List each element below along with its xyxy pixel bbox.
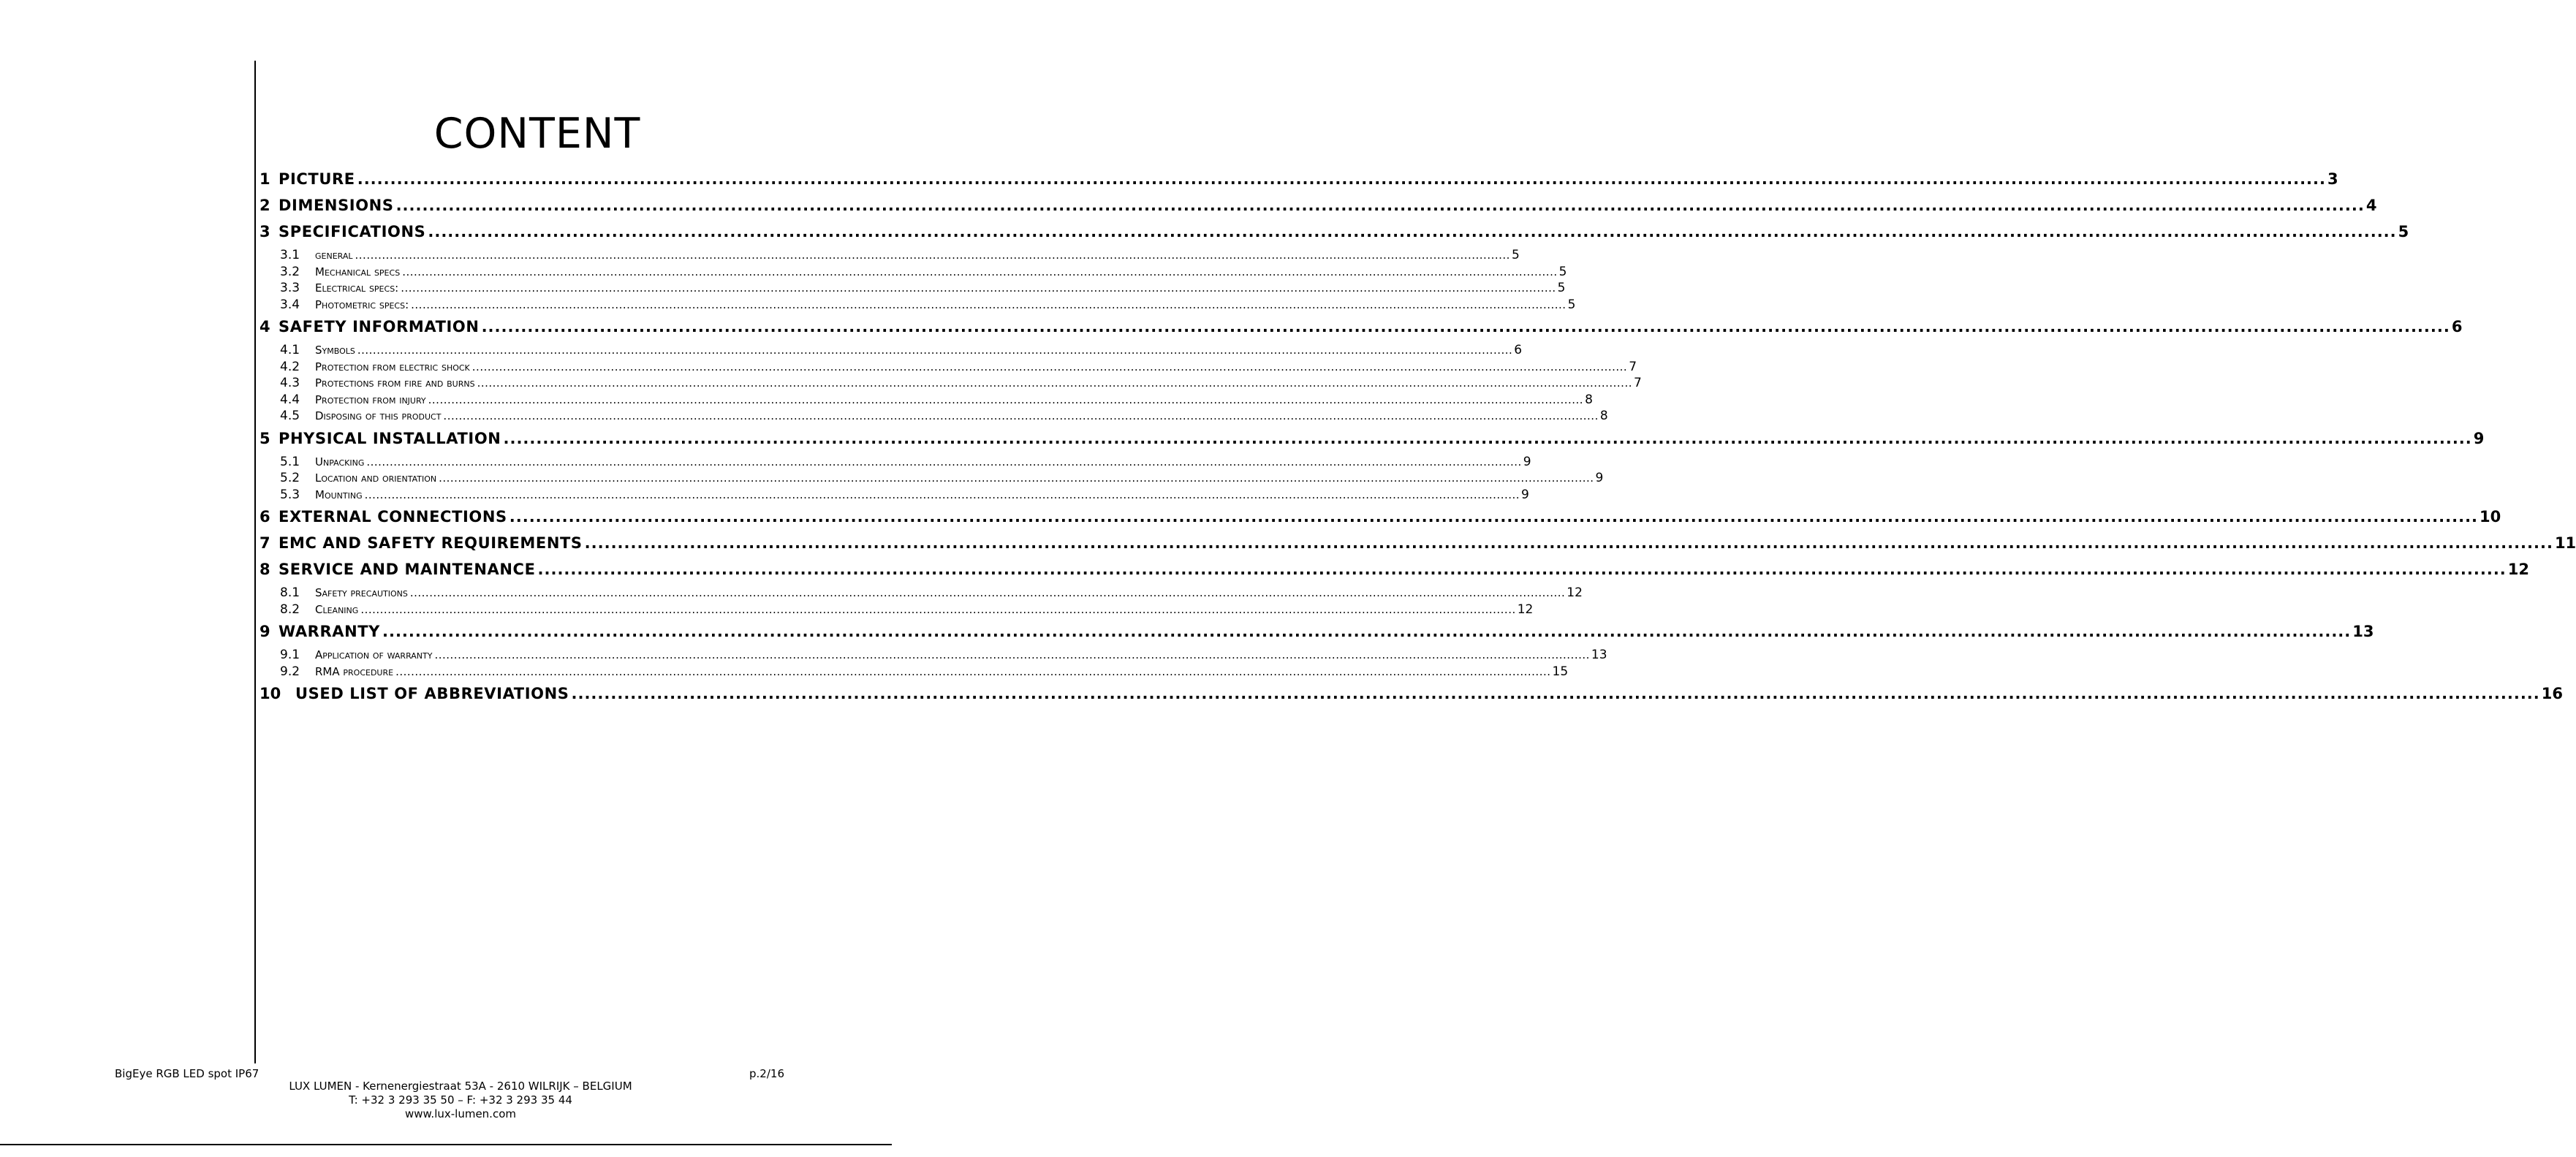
toc-subsection-entry[interactable] [260,247,1520,264]
toc-dot-leader: ............................................................................................................................................................................................................................................................................................................ [360,602,1516,616]
toc-section-number: 7 [260,534,270,552]
toc-section-entry[interactable] [260,621,2374,647]
toc-section-entry[interactable] [260,221,2409,247]
margin-rule [254,61,256,1063]
toc-subsection-entry[interactable] [260,359,1637,376]
toc-section-number: 4 [260,318,270,335]
toc-section-number: 10 [260,685,281,702]
toc-subsection-page: 8 [1585,392,1593,407]
toc-dot-leader: ............................................................................................................................................................................................................................................................................................................ [357,344,1513,357]
toc-section-entry[interactable] [260,558,2530,585]
toc-subsection-title: Unpacking [315,455,365,469]
toc-subsection-title: Location and orientation [315,471,437,485]
toc-dot-leader: ............................................................................................................................................................................................................................................................................................................ [428,223,2397,240]
toc-subsection-entry[interactable] [260,602,1534,618]
toc-section-entry[interactable] [260,168,2338,194]
toc-subsection-number: 4.3 [280,376,300,390]
toc-subsection-number: 3.3 [280,281,300,295]
toc-section-title: WARRANTY [279,623,380,640]
toc-subsection-page: 15 [1552,664,1569,679]
toc-section-title: USED LIST OF ABBREVIATIONS [295,685,569,702]
toc-section-number: 1 [260,170,270,188]
toc-subsection-entry[interactable] [260,454,1531,471]
page-bottom-rule [0,1144,892,1145]
toc-subsection-title: Application of warranty [315,648,433,661]
toc-section-number: 6 [260,508,270,526]
toc-dot-leader: ............................................................................................................................................................................................................................................................................................................ [355,249,1510,262]
toc-subsection-page: 7 [1629,359,1637,374]
toc-dot-leader: ............................................................................................................................................................................................................................................................................................................ [366,455,1522,469]
toc-section-page: 13 [2352,623,2374,640]
toc-subsection-title: Electrical specs: [315,281,399,295]
toc-dot-leader: ............................................................................................................................................................................................................................................................................................................ [401,281,1556,295]
toc-subsection-entry[interactable] [260,470,1604,487]
toc-subsection-page: 8 [1599,409,1608,423]
toc-subsection-entry[interactable] [260,647,1607,664]
toc-dot-leader: ............................................................................................................................................................................................................................................................................................................ [537,561,2507,578]
toc-subsection-title: Mechanical specs [315,265,401,278]
toc-subsection-entry[interactable] [260,392,1593,409]
toc-section-title: SERVICE AND MAINTENANCE [279,561,536,578]
toc-subsection-title: Disposing of this product [315,409,442,422]
toc-subsection-page: 12 [1567,585,1583,600]
toc-subsection-number: 4.4 [280,392,300,407]
toc-dot-leader: ............................................................................................................................................................................................................................................................................................................ [584,534,2553,552]
toc-subsection-title: Cleaning [315,602,359,616]
toc-subsection-title: Symbols [315,344,355,357]
toc-section-page: 9 [2473,429,2485,447]
toc-subsection-page: 9 [1595,471,1604,485]
toc-section-entry[interactable] [260,506,2501,532]
toc-subsection-number: 4.2 [280,359,300,374]
page-title: CONTENT [433,110,641,159]
toc-dot-leader: ............................................................................................................................................................................................................................................................................................................ [409,586,1566,599]
toc-subsection-number: 4.5 [280,409,300,423]
toc-dot-leader: ............................................................................................................................................................................................................................................................................................................ [509,508,2479,526]
toc-subsection-title: Protection from electric shock [315,360,470,373]
footer-phone: T: +32 3 293 35 50 – F: +32 3 293 35 44 [349,1093,572,1107]
toc-subsection-title: RMA procedure [315,664,394,678]
toc-dot-leader: ............................................................................................................................................................................................................................................................................................................ [503,429,2472,447]
toc-section-entry[interactable] [260,532,2576,558]
toc-subsection-title: general [315,249,353,262]
footer-company-info [241,1080,680,1121]
toc-section-page: 4 [2365,197,2377,214]
toc-section-page: 3 [2327,170,2338,188]
toc-dot-leader: ............................................................................................................................................................................................................................................................................................................ [443,409,1599,422]
toc-subsection-number: 3.1 [280,248,300,262]
toc-dot-leader: ............................................................................................................................................................................................................................................................................................................ [395,664,1551,678]
footer-page-number: p.2/16 [749,1067,784,1080]
toc-subsection-number: 5.3 [280,487,300,502]
toc-dot-leader: ............................................................................................................................................................................................................................................................................................................ [357,170,2326,188]
toc-subsection-page: 9 [1521,487,1529,502]
toc-dot-leader: ............................................................................................................................................................................................................................................................................................................ [382,623,2352,640]
toc-subsection-number: 9.2 [280,664,300,679]
toc-section-number: 5 [260,429,270,447]
toc-subsection-title: Photometric specs: [315,297,409,311]
toc-subsection-title: Mounting [315,488,363,501]
toc-subsection-page: 5 [1557,281,1566,295]
toc-subsection-number: 3.2 [280,264,300,279]
toc-dot-leader: ............................................................................................................................................................................................................................................................................................................ [471,360,1628,373]
toc-dot-leader: ............................................................................................................................................................................................................................................................................................................ [411,297,1567,311]
toc-dot-leader: ............................................................................................................................................................................................................................................................................................................ [364,488,1520,501]
toc-dot-leader: ............................................................................................................................................................................................................................................................................................................ [481,318,2450,335]
table-of-contents [260,168,2576,709]
toc-subsection-number: 5.1 [280,454,300,469]
toc-dot-leader: ............................................................................................................................................................................................................................................................................................................ [571,685,2540,702]
toc-section-entry[interactable] [260,316,2463,342]
toc-section-number: 9 [260,623,270,640]
toc-subsection-title: Safety precautions [315,586,408,599]
toc-dot-leader: ............................................................................................................................................................................................................................................................................................................ [395,197,2365,214]
toc-subsection-page: 7 [1633,376,1642,390]
toc-subsection-entry[interactable] [260,375,1642,392]
toc-section-entry[interactable] [260,194,2377,221]
toc-section-page: 6 [2451,318,2463,335]
toc-subsection-entry[interactable] [260,408,1608,425]
toc-section-page: 10 [2480,508,2501,526]
toc-subsection-number: 8.1 [280,585,300,600]
toc-subsection-number: 5.2 [280,471,300,485]
toc-section-number: 2 [260,197,270,214]
toc-section-title: DIMENSIONS [279,197,394,214]
footer-address: LUX LUMEN - Kernenergiestraat 53A - 2610 WILRIJK – BELGIUM [289,1080,632,1093]
toc-subsection-title: Protections from fire and burns [315,376,475,390]
toc-section-title: EMC AND SAFETY REQUIREMENTS [279,534,583,552]
toc-subsection-page: 9 [1523,454,1531,469]
toc-subsection-entry[interactable] [260,264,1567,281]
toc-section-title: PHYSICAL INSTALLATION [279,429,501,447]
toc-dot-leader: ............................................................................................................................................................................................................................................................................................................ [439,471,1594,485]
toc-subsection-page: 5 [1567,297,1576,312]
toc-section-title: EXTERNAL CONNECTIONS [279,508,507,526]
toc-subsection-entry[interactable] [260,487,1529,504]
toc-dot-leader: ............................................................................................................................................................................................................................................................................................................ [477,376,1632,390]
toc-subsection-number: 8.2 [280,602,300,617]
toc-subsection-entry[interactable] [260,297,1576,314]
toc-subsection-entry[interactable] [260,342,1523,359]
toc-section-entry[interactable] [260,428,2485,454]
toc-section-title: SAFETY INFORMATION [279,318,480,335]
toc-section-number: 8 [260,561,270,578]
toc-subsection-title: Protection from injury [315,392,426,406]
toc-subsection-page: 12 [1517,602,1534,617]
toc-subsection-page: 13 [1591,648,1607,662]
toc-subsection-entry[interactable] [260,280,1566,297]
toc-section-title: PICTURE [279,170,355,188]
toc-dot-leader: ............................................................................................................................................................................................................................................................................................................ [434,648,1590,661]
toc-subsection-number: 9.1 [280,648,300,662]
toc-subsection-page: 5 [1558,264,1567,279]
toc-dot-leader: ............................................................................................................................................................................................................................................................................................................ [402,265,1558,278]
toc-subsection-page: 6 [1514,343,1523,357]
toc-subsection-page: 5 [1511,248,1520,262]
toc-subsection-entry[interactable] [260,664,1569,680]
toc-subsection-number: 4.1 [280,343,300,357]
footer-product-name: BigEye RGB LED spot IP67 [115,1067,260,1080]
toc-section-page: 5 [2398,223,2409,240]
toc-section-page: 11 [2554,534,2576,552]
toc-section-number: 3 [260,223,270,240]
toc-section-entry[interactable] [260,683,2563,709]
toc-section-title: SPECIFICATIONS [279,223,426,240]
footer-website: www.lux-lumen.com [405,1107,516,1120]
toc-section-page: 16 [2541,685,2563,702]
toc-dot-leader: ............................................................................................................................................................................................................................................................................................................ [428,392,1584,406]
toc-subsection-entry[interactable] [260,585,1583,602]
toc-section-page: 12 [2507,561,2530,578]
toc-subsection-number: 3.4 [280,297,300,312]
